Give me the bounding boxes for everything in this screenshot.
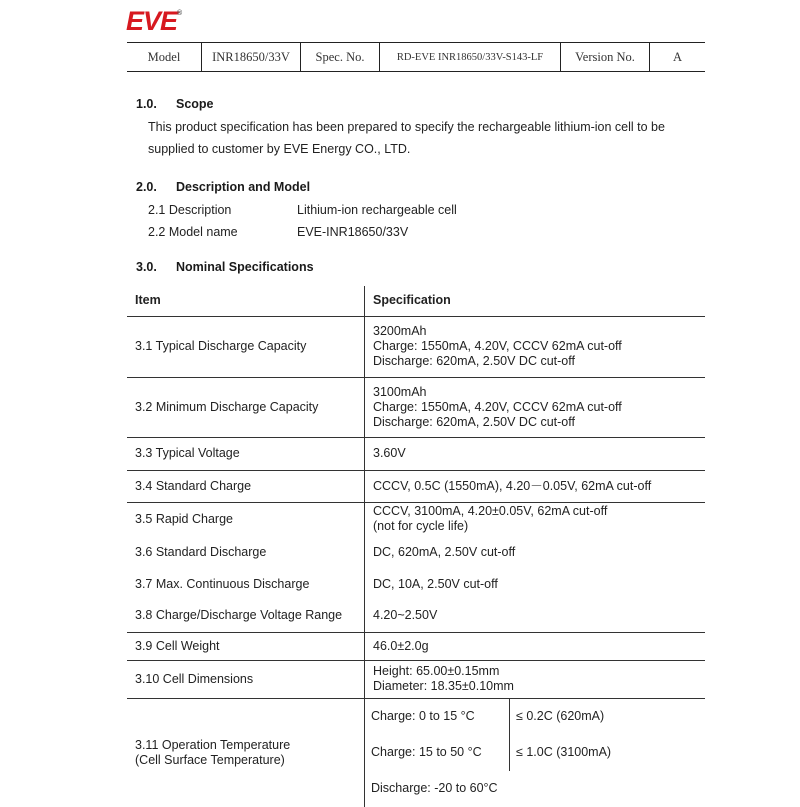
spec-item: 3.3 Typical Voltage bbox=[127, 437, 365, 470]
spec-value bbox=[365, 568, 706, 600]
section-nominal-heading bbox=[136, 260, 314, 274]
spec-item-line: (Cell Surface Temperature) bbox=[135, 752, 285, 767]
table-row bbox=[127, 632, 705, 660]
spec-item: 3.5 Rapid Charge bbox=[127, 502, 365, 536]
table-row bbox=[127, 437, 705, 470]
description-value: Lithium-ion rechargeable cell bbox=[297, 203, 457, 217]
spec-line: DC, 620mA, 2.50V cut-off bbox=[373, 544, 516, 559]
spec-line: (not for cycle life) bbox=[373, 519, 469, 534]
section-number: 3.0. bbox=[136, 260, 157, 274]
temperature-condition: Charge: 0 to 15 °C bbox=[365, 699, 510, 735]
temperature-condition: Charge: 15 to 50 °C bbox=[365, 735, 510, 771]
spec-line: 3100mAh bbox=[373, 384, 427, 399]
scope-paragraph bbox=[148, 116, 708, 160]
spec-line: 3200mAh bbox=[373, 324, 427, 338]
spec-line: CCCV, 0.5C (1550mA), 4.20－0.05V, 62mA cut-off bbox=[373, 478, 652, 493]
spec-value bbox=[365, 502, 706, 536]
table-row bbox=[127, 660, 705, 698]
temperature-condition: Discharge: -20 to 60°C bbox=[371, 781, 498, 795]
spec-value bbox=[365, 632, 706, 660]
temperature-limit: ≤ 0.2C (620mA) bbox=[516, 709, 605, 723]
version-label: Version No. bbox=[561, 43, 650, 72]
eve-logo bbox=[126, 6, 181, 37]
spec-item-line: 3.11 Operation Temperature bbox=[135, 737, 291, 752]
model-name-value: EVE-INR18650/33V bbox=[297, 225, 409, 239]
spec-value bbox=[365, 536, 706, 568]
nominal-spec-table bbox=[127, 286, 705, 807]
version-value: A bbox=[650, 43, 706, 72]
trademark-mark: ® bbox=[177, 10, 182, 17]
scope-line-1: This product specification has been prepared to specify the rechargeable lithium-ion cell to be bbox=[148, 120, 665, 134]
table-row bbox=[127, 698, 705, 807]
spec-line: 46.0±2.0g bbox=[373, 638, 429, 653]
temperature-subtable bbox=[365, 699, 705, 807]
table-row bbox=[127, 502, 705, 536]
spec-value bbox=[365, 660, 706, 698]
table-row bbox=[365, 699, 705, 735]
logo-text: EVE bbox=[126, 6, 178, 36]
model-label: Model bbox=[127, 43, 202, 72]
section-scope-heading bbox=[136, 97, 214, 111]
scope-line-2: supplied to customer by EVE Energy CO., LTD. bbox=[148, 142, 411, 156]
table-row bbox=[127, 536, 705, 568]
spec-item: 3.7 Max. Continuous Discharge bbox=[127, 568, 365, 600]
spec-item: 3.6 Standard Discharge bbox=[127, 536, 365, 568]
spec-line: Discharge: 620mA, 2.50V DC cut-off bbox=[373, 414, 575, 429]
temperature-limit: ≤ 1.0C (3100mA) bbox=[516, 745, 612, 759]
spec-value bbox=[365, 437, 706, 470]
spec-line: Charge: 1550mA, 4.20V, CCCV 62mA cut-off bbox=[373, 399, 622, 414]
document-header-table bbox=[127, 42, 705, 72]
spec-item: 3.8 Charge/Discharge Voltage Range bbox=[127, 600, 365, 632]
table-row bbox=[127, 470, 705, 502]
description-key: 2.1 Description bbox=[148, 203, 232, 217]
spec-item: 3.10 Cell Dimensions bbox=[127, 660, 365, 698]
spec-value bbox=[365, 600, 706, 632]
spec-value bbox=[365, 316, 706, 377]
table-row bbox=[127, 377, 705, 437]
spec-line: Discharge: 620mA, 2.50V DC cut-off bbox=[373, 354, 575, 368]
table-row bbox=[365, 771, 705, 807]
table-row bbox=[127, 568, 705, 600]
spec-line: 4.20~2.50V bbox=[373, 608, 438, 623]
spec-line: Diameter: 18.35±0.10mm bbox=[373, 679, 514, 693]
spec-line: 3.60V bbox=[373, 446, 406, 460]
spec-value bbox=[365, 377, 706, 437]
spec-line: Charge: 1550mA, 4.20V, CCCV 62mA cut-off bbox=[373, 339, 622, 353]
section-description-heading bbox=[136, 180, 310, 194]
section-number: 2.0. bbox=[136, 180, 157, 194]
spec-no-label: Spec. No. bbox=[301, 43, 380, 72]
section-title: Scope bbox=[176, 97, 214, 111]
table-row bbox=[127, 600, 705, 632]
column-header-specification: Specification bbox=[365, 286, 706, 316]
section-title: Description and Model bbox=[176, 180, 311, 194]
spec-line: Height: 65.00±0.15mm bbox=[373, 664, 500, 678]
section-number: 1.0. bbox=[136, 97, 157, 111]
model-value: INR18650/33V bbox=[202, 43, 301, 72]
spec-item: 3.1 Typical Discharge Capacity bbox=[127, 316, 365, 377]
spec-item: 3.4 Standard Charge bbox=[127, 470, 365, 502]
spec-line: CCCV, 3100mA, 4.20±0.05V, 62mA cut-off bbox=[373, 504, 608, 519]
model-name-key: 2.2 Model name bbox=[148, 225, 238, 239]
table-row bbox=[365, 735, 705, 771]
table-row bbox=[127, 316, 705, 377]
spec-value bbox=[365, 470, 706, 502]
spec-line: DC, 10A, 2.50V cut-off bbox=[373, 576, 498, 591]
column-header-item: Item bbox=[127, 286, 365, 316]
section-title: Nominal Specifications bbox=[176, 260, 314, 274]
spec-no-value: RD-EVE INR18650/33V-S143-LF bbox=[380, 43, 561, 72]
spec-item: 3.2 Minimum Discharge Capacity bbox=[127, 377, 365, 437]
temperature-subtable-cell bbox=[365, 698, 706, 807]
spec-item: 3.9 Cell Weight bbox=[127, 632, 365, 660]
spec-item bbox=[127, 698, 365, 807]
